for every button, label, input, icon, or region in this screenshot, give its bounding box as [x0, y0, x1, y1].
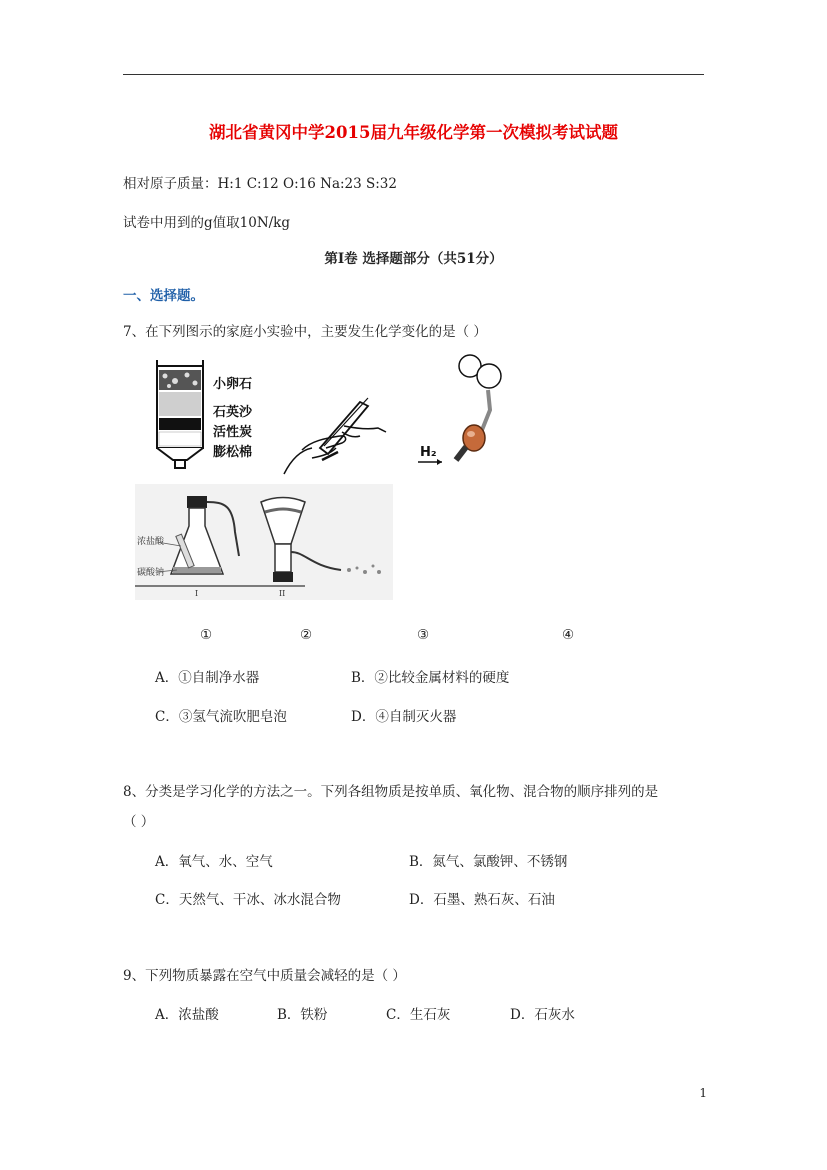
label-roman-1: I [195, 589, 199, 598]
q8-option-c: C．天然气、干冰、冰水混合物 [155, 892, 341, 908]
q7-option-d: D．④自制灭火器 [351, 709, 457, 725]
figure-marker-3: ③ [417, 627, 430, 643]
q7-option-b: B．②比较金属材料的硬度 [351, 670, 510, 686]
q9-option-d: D．石灰水 [510, 1007, 575, 1023]
label-cotton: 膨松棉 [213, 445, 253, 460]
figure-marker-1: ① [200, 627, 213, 643]
q9-option-b: B．铁粉 [277, 1007, 328, 1023]
q7-option-c: C．③氢气流吹肥皂泡 [155, 709, 287, 725]
q8-option-b: B．氮气、氯酸钾、不锈钢 [409, 854, 568, 870]
q8-option-d: D．石墨、熟石灰、石油 [409, 892, 555, 908]
question-8-stem-cont: （ ） [123, 814, 155, 830]
label-hcl: 浓盐酸 [137, 537, 165, 547]
label-charcoal: 活性炭 [213, 425, 253, 440]
figure-marker-4: ④ [562, 627, 575, 643]
part-heading: 一、选择题。 [123, 288, 204, 304]
q8-option-a: A．氧气、水、空气 [155, 854, 273, 870]
label-h2: H₂ [420, 445, 437, 460]
question-7-stem: 7、在下列图示的家庭小实验中，主要发生化学变化的是（ ） [123, 324, 487, 340]
page-number: 1 [699, 1086, 707, 1100]
g-value-note: 试卷中用到的g值取10N/kg [123, 215, 291, 231]
atomic-masses: 相对原子质量：H:1 C:12 O:16 Na:23 S:32 [123, 176, 397, 192]
label-pebbles: 小卵石 [213, 377, 253, 392]
label-soda: 碳酸钠 [137, 568, 165, 578]
question-8-stem: 8、分类是学习化学的方法之一。下列各组物质是按单质、氧化物、混合物的顺序排列的是 [123, 784, 659, 800]
hydrogen-bubbles-figure [416, 350, 516, 472]
page-title: 湖北省黄冈中学2015届九年级化学第一次模拟考试试题 [209, 123, 618, 142]
label-quartz: 石英沙 [213, 405, 253, 420]
label-roman-2: II [279, 589, 286, 598]
q7-option-a: A．①自制净水器 [155, 670, 260, 686]
fire-extinguisher-figure [135, 484, 393, 600]
figure-marker-2: ② [300, 627, 313, 643]
hardness-test-figure [282, 388, 390, 476]
q9-option-a: A．浓盐酸 [155, 1007, 219, 1023]
question-9-stem: 9、下列物质暴露在空气中质量会减轻的是（ ） [123, 968, 406, 984]
section-title: 第Ⅰ卷 选择题部分（共51分） [324, 251, 503, 267]
water-purifier-figure [135, 356, 265, 474]
header-rule [123, 74, 704, 75]
q9-option-c: C．生石灰 [386, 1007, 451, 1023]
